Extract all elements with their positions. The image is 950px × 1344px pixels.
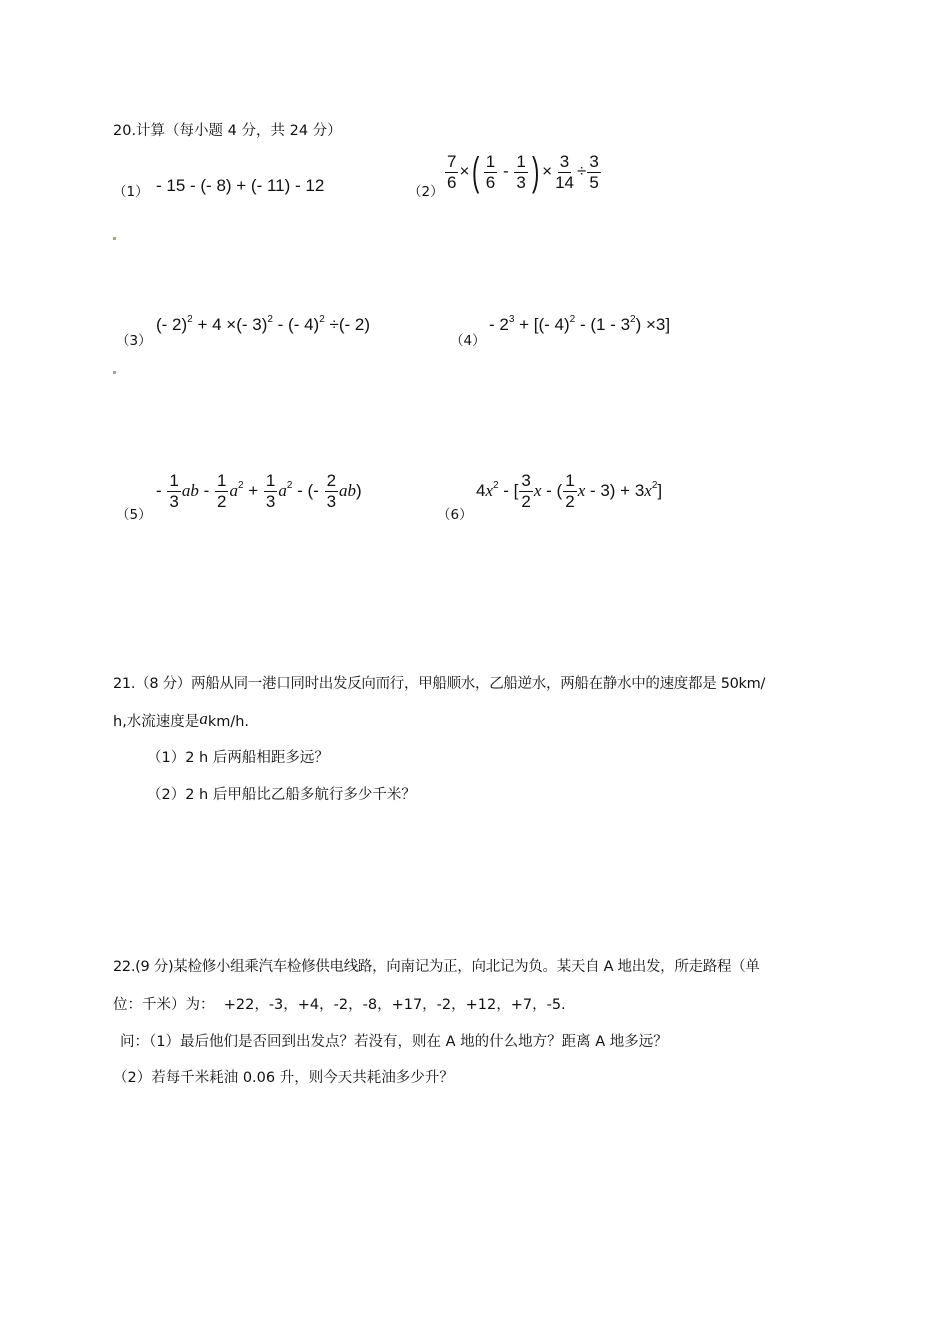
fraction: $\frac{1}{3}$ [265, 471, 276, 511]
fraction: $\frac{1}{6}$ [485, 151, 496, 192]
q20-p4-label: （4） [450, 333, 486, 349]
q20-p2-expr: $\frac{7}{6}$ ×( $\frac{1}{6}$ - $\frac{1}{3}$ ) × $\frac{3}{14}$ ÷ $\frac{3}{5}$ [447, 150, 599, 194]
fraction: $\frac{3}{5}$ [589, 151, 599, 192]
q20-p6-expr: $4x^2$ - [ $\frac{3}{2}$ x - ( $\frac{1}{2}$ $x - 3) + 3x^2$] [476, 471, 663, 511]
q21-line2: h,水流速度是akm/h. [113, 709, 250, 730]
q21-sub1: （1）2 h 后两船相距多远？ [147, 750, 329, 766]
fraction: $\frac{3}{2}$ [521, 471, 531, 511]
q21-line1: 21.（8 分）两船从同一港口同时出发反向而行，甲船顺水，乙船逆水，两船在静水中的速度都是 50km/ [113, 676, 766, 692]
q20-p5-expr: - $\frac{1}{3}$ ab - $\frac{1}{2}$ $a^2$ + $\frac{1}{3}$ $a^2$ - (- $\frac{2}{3}$ ab) [156, 471, 362, 511]
fraction: $\frac{1}{3}$ [169, 471, 179, 511]
q20-title: 20.计算（每小题 4 分，共 24 分） [113, 123, 342, 139]
q20-p6-label: （6） [437, 507, 473, 523]
q22-line4: （2）若每千米耗油 0.06 升，则今天共耗油多少升？ [113, 1070, 454, 1086]
fraction: $\frac{2}{3}$ [326, 471, 337, 511]
q21-sub2: （2）2 h 后甲船比乙船多航行多少千米？ [147, 787, 416, 803]
q20-p1-expr: - 15 - (- 8) + (- 11) - 12 [156, 176, 325, 195]
fraction: $\frac{1}{2}$ [565, 471, 575, 511]
q20-p4-expr: - $2^3$ + [(- $4)^2 - (1 - 3^2) \times 3$] [489, 314, 671, 334]
q20-p1-label: （1） [113, 184, 149, 200]
fraction: $\frac{3}{14}$ [555, 151, 574, 192]
margin-mark [113, 237, 116, 240]
q22-line1: 22.(9 分)某检修小组乘汽车检修供电线路，向南记为正，向北记为负。某天自 A 地出发，所走路程（单 [113, 959, 760, 975]
variable-a: a [199, 709, 208, 728]
margin-mark [113, 371, 116, 374]
q20-p3-label: （3） [116, 333, 152, 349]
q22-line2: 位：千米）为： +22，-3，+4，-2，-8，+17，-2，+12，+7，-5. [113, 997, 566, 1013]
q20-p5-label: （5） [116, 507, 152, 523]
fraction: $\frac{1}{3}$ [516, 151, 526, 192]
q20-p2-label: （2） [408, 184, 444, 200]
fraction: $\frac{1}{2}$ [216, 471, 227, 511]
q20-p3-expr: (- 2)$^2$ + 4 ×(- 3)$^2$ - (- 4)$^2$ ÷(- 2) [156, 314, 370, 334]
fraction: $\frac{7}{6}$ [447, 151, 457, 192]
q22-line3: 问：（1）最后他们是否回到出发点？若没有，则在 A 地的什么地方？距离 A 地多远？ [120, 1034, 668, 1050]
